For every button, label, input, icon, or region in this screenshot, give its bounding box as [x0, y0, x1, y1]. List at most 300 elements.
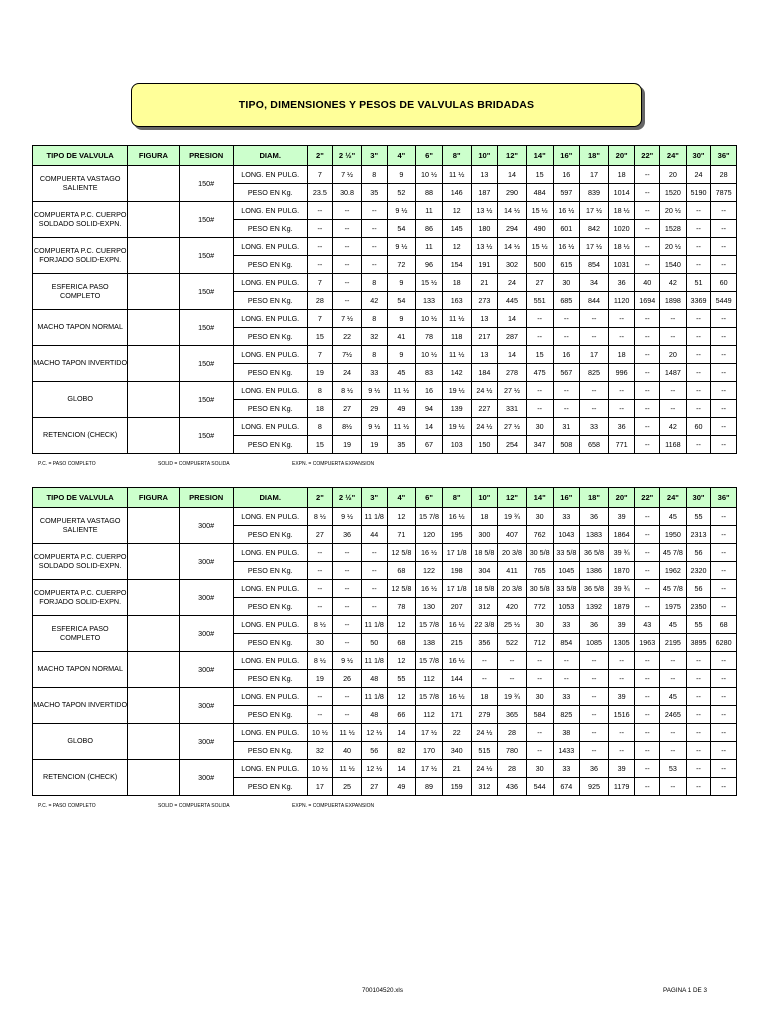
weight-value-cell: 133 [416, 292, 443, 310]
figure-cell [128, 418, 179, 454]
length-value-cell: 30 5/8 [526, 580, 553, 598]
weight-value-cell: 170 [416, 742, 443, 760]
valve-type-cell: MACHO TAPON NORMAL [33, 310, 128, 346]
table-row [33, 616, 737, 634]
weight-value-cell: 302 [498, 256, 527, 274]
valve-type-cell: GLOBO [33, 724, 128, 760]
weight-value-cell: -- [711, 436, 737, 454]
length-value-cell: 51 [686, 274, 711, 292]
weight-value-cell: 142 [442, 364, 471, 382]
length-value-cell: 24 [686, 166, 711, 184]
weight-value-cell: 130 [416, 598, 443, 616]
weight-value-cell: -- [635, 778, 660, 796]
weight-value-cell: 273 [471, 292, 498, 310]
length-value-cell: 12 [387, 652, 416, 670]
length-value-cell: -- [686, 382, 711, 400]
figure-cell [128, 616, 179, 652]
length-value-cell: 14 [387, 724, 416, 742]
length-value-cell: 45 7/8 [660, 544, 687, 562]
length-value-cell: -- [608, 724, 635, 742]
length-value-cell: 28 [498, 760, 527, 778]
weight-value-cell: 48 [361, 706, 387, 724]
length-value-cell: 12 [442, 202, 471, 220]
weight-value-cell: 5190 [686, 184, 711, 202]
weight-value-cell: -- [333, 562, 362, 580]
weight-value-cell: 138 [416, 634, 443, 652]
valve-table-300 [32, 487, 737, 796]
table-row [33, 544, 737, 562]
length-value-cell: -- [686, 688, 711, 706]
weight-value-cell: 29 [361, 400, 387, 418]
length-value-cell: 25 ½ [498, 616, 527, 634]
row-label-weight: PESO EN Kg. [233, 562, 307, 580]
weight-value-cell: 94 [416, 400, 443, 418]
weight-value-cell: 567 [553, 364, 580, 382]
weight-value-cell: 1870 [608, 562, 635, 580]
length-value-cell: 18 [442, 274, 471, 292]
length-value-cell: 9 [387, 310, 416, 328]
weight-value-cell: 551 [526, 292, 553, 310]
weight-value-cell: 500 [526, 256, 553, 274]
weight-value-cell: 340 [442, 742, 471, 760]
length-value-cell: 8½ [333, 418, 362, 436]
weight-value-cell: 1305 [608, 634, 635, 652]
weight-value-cell: 842 [580, 220, 609, 238]
table-header-row [33, 488, 737, 508]
weight-value-cell: -- [635, 256, 660, 274]
length-value-cell: 7 [307, 274, 333, 292]
weight-value-cell: 41 [387, 328, 416, 346]
length-value-cell: 16 [553, 166, 580, 184]
row-label-length: LONG. EN PULG. [233, 616, 307, 634]
length-value-cell: 16 ½ [442, 652, 471, 670]
length-value-cell: 36 [608, 274, 635, 292]
weight-value-cell: -- [333, 256, 362, 274]
length-value-cell: -- [307, 544, 333, 562]
weight-value-cell: 145 [442, 220, 471, 238]
length-value-cell: 11 [416, 202, 443, 220]
column-header: 2" [307, 146, 333, 166]
weight-value-cell: -- [526, 328, 553, 346]
length-value-cell: -- [526, 652, 553, 670]
length-value-cell: -- [660, 382, 687, 400]
pressure-cell: 300# [179, 724, 233, 760]
weight-value-cell: 615 [553, 256, 580, 274]
weight-value-cell: 50 [361, 634, 387, 652]
weight-value-cell: 762 [526, 526, 553, 544]
length-value-cell: -- [361, 580, 387, 598]
length-value-cell: 30 [526, 508, 553, 526]
weight-value-cell: 1053 [553, 598, 580, 616]
weight-value-cell: 1179 [608, 778, 635, 796]
weight-value-cell: 154 [442, 256, 471, 274]
weight-value-cell: 112 [416, 670, 443, 688]
row-label-weight: PESO EN Kg. [233, 400, 307, 418]
column-header: 24" [660, 488, 687, 508]
weight-value-cell: 584 [526, 706, 553, 724]
weight-value-cell: 2350 [686, 598, 711, 616]
length-value-cell: 16 ½ [553, 202, 580, 220]
weight-value-cell: 19 [307, 364, 333, 382]
legend-note-expn: EXPN. = COMPUERTA EXPANSION [292, 461, 375, 467]
weight-value-cell: 436 [498, 778, 527, 796]
weight-value-cell: 159 [442, 778, 471, 796]
row-label-weight: PESO EN Kg. [233, 598, 307, 616]
length-value-cell: 15 [526, 346, 553, 364]
length-value-cell: 18 ½ [608, 238, 635, 256]
weight-value-cell: -- [660, 400, 687, 418]
length-value-cell: 15 7/8 [416, 508, 443, 526]
length-value-cell: 9 [387, 346, 416, 364]
length-value-cell: 56 [686, 580, 711, 598]
weight-value-cell: 71 [387, 526, 416, 544]
length-value-cell: -- [471, 652, 498, 670]
pressure-cell: 150# [179, 310, 233, 346]
weight-value-cell: -- [660, 778, 687, 796]
length-value-cell: -- [307, 238, 333, 256]
length-value-cell: 53 [660, 760, 687, 778]
figure-cell [128, 760, 179, 796]
valve-type-cell: MACHO TAPON NORMAL [33, 652, 128, 688]
length-value-cell: 8 ½ [333, 382, 362, 400]
weight-value-cell: 407 [498, 526, 527, 544]
weight-value-cell: 1392 [580, 598, 609, 616]
weight-value-cell: 854 [580, 256, 609, 274]
weight-value-cell: 89 [416, 778, 443, 796]
weight-value-cell: 445 [498, 292, 527, 310]
weight-value-cell: 2465 [660, 706, 687, 724]
weight-value-cell: 2195 [660, 634, 687, 652]
length-value-cell: 7½ [333, 346, 362, 364]
weight-value-cell: 66 [387, 706, 416, 724]
row-label-length: LONG. EN PULG. [233, 202, 307, 220]
weight-value-cell: -- [307, 562, 333, 580]
weight-value-cell: -- [333, 706, 362, 724]
weight-value-cell: 674 [553, 778, 580, 796]
weight-value-cell: -- [471, 670, 498, 688]
weight-value-cell: 7875 [711, 184, 737, 202]
weight-value-cell: -- [686, 742, 711, 760]
length-value-cell: -- [711, 202, 737, 220]
weight-value-cell: -- [635, 598, 660, 616]
weight-value-cell: -- [361, 598, 387, 616]
weight-value-cell: 925 [580, 778, 609, 796]
length-value-cell: -- [686, 310, 711, 328]
valve-type-cell: COMPUERTA P.C. CUERPO FORJADO SOLID-EXPN. [33, 580, 128, 616]
length-value-cell: -- [635, 346, 660, 364]
length-value-cell: 19 ¾ [498, 688, 527, 706]
length-value-cell: 28 [711, 166, 737, 184]
column-header: 14" [526, 146, 553, 166]
length-value-cell: -- [635, 724, 660, 742]
weight-value-cell: 27 [361, 778, 387, 796]
weight-value-cell: 365 [498, 706, 527, 724]
footer-filename: 700104520.xls [362, 987, 403, 994]
pressure-cell: 150# [179, 202, 233, 238]
weight-value-cell: 1520 [660, 184, 687, 202]
weight-value-cell: 139 [442, 400, 471, 418]
weight-value-cell: -- [526, 670, 553, 688]
weight-value-cell: -- [711, 220, 737, 238]
valve-type-cell: GLOBO [33, 382, 128, 418]
weight-value-cell: 150 [471, 436, 498, 454]
length-value-cell: -- [307, 202, 333, 220]
weight-value-cell: 1386 [580, 562, 609, 580]
weight-value-cell: 1120 [608, 292, 635, 310]
length-value-cell: -- [526, 382, 553, 400]
weight-value-cell: -- [580, 400, 609, 418]
weight-value-cell: 23.5 [307, 184, 333, 202]
weight-value-cell: 1898 [660, 292, 687, 310]
length-value-cell: 17 1/8 [442, 580, 471, 598]
length-value-cell: -- [608, 652, 635, 670]
column-header: 10" [471, 146, 498, 166]
length-value-cell: -- [711, 652, 737, 670]
column-header: 16" [553, 146, 580, 166]
length-value-cell: 55 [686, 616, 711, 634]
weight-value-cell: 163 [442, 292, 471, 310]
weight-value-cell: 45 [387, 364, 416, 382]
length-value-cell: 8 [307, 382, 333, 400]
row-label-length: LONG. EN PULG. [233, 238, 307, 256]
length-value-cell: 33 [553, 616, 580, 634]
column-header: FIGURA [128, 146, 179, 166]
valve-type-cell: MACHO TAPON INVERTIDO [33, 688, 128, 724]
length-value-cell: 10 ½ [307, 760, 333, 778]
length-value-cell: 7 [307, 346, 333, 364]
length-value-cell: -- [686, 760, 711, 778]
weight-value-cell: 300 [471, 526, 498, 544]
length-value-cell: 45 [660, 688, 687, 706]
length-value-cell: 56 [686, 544, 711, 562]
weight-value-cell: 195 [442, 526, 471, 544]
weight-value-cell: 68 [387, 634, 416, 652]
length-value-cell: -- [333, 238, 362, 256]
weight-value-cell: 331 [498, 400, 527, 418]
length-value-cell: 13 [471, 346, 498, 364]
length-value-cell: -- [333, 580, 362, 598]
table-row [33, 346, 737, 364]
length-value-cell: 20 [660, 166, 687, 184]
column-header: 18" [580, 146, 609, 166]
weight-value-cell: 15 [307, 436, 333, 454]
row-label-weight: PESO EN Kg. [233, 778, 307, 796]
length-value-cell: 9 ½ [333, 508, 362, 526]
figure-cell [128, 238, 179, 274]
weight-value-cell: -- [526, 742, 553, 760]
pressure-cell: 300# [179, 544, 233, 580]
weight-value-cell: -- [686, 364, 711, 382]
column-header: DIAM. [233, 488, 307, 508]
length-value-cell: 16 ½ [416, 580, 443, 598]
figure-cell [128, 274, 179, 310]
weight-value-cell: -- [307, 598, 333, 616]
length-value-cell: 11 ½ [387, 418, 416, 436]
table-header-row [33, 146, 737, 166]
valve-type-cell: COMPUERTA VASTAGO SALIENTE [33, 508, 128, 544]
valve-type-cell: COMPUERTA VASTAGO SALIENTE [33, 166, 128, 202]
weight-value-cell: 32 [361, 328, 387, 346]
length-value-cell: 45 [660, 508, 687, 526]
weight-value-cell: -- [580, 328, 609, 346]
weight-value-cell: 825 [580, 364, 609, 382]
length-value-cell: 13 ½ [471, 238, 498, 256]
row-label-weight: PESO EN Kg. [233, 634, 307, 652]
weight-value-cell: -- [635, 670, 660, 688]
length-value-cell: 27 ½ [498, 418, 527, 436]
length-value-cell: 18 [608, 166, 635, 184]
column-header: 8" [442, 488, 471, 508]
length-value-cell: 11 ½ [442, 310, 471, 328]
figure-cell [128, 544, 179, 580]
length-value-cell: 21 [442, 760, 471, 778]
length-value-cell: 8 [361, 346, 387, 364]
weight-value-cell: -- [711, 364, 737, 382]
weight-value-cell: 356 [471, 634, 498, 652]
weight-value-cell: 180 [471, 220, 498, 238]
column-header: 2 ½" [333, 146, 362, 166]
length-value-cell: 20 3/8 [498, 544, 527, 562]
length-value-cell: 11 1/8 [361, 616, 387, 634]
length-value-cell: -- [526, 724, 553, 742]
column-header: 3" [361, 488, 387, 508]
weight-value-cell: 25 [333, 778, 362, 796]
weight-value-cell: -- [635, 328, 660, 346]
length-value-cell: 12 ½ [361, 760, 387, 778]
weight-value-cell: 18 [307, 400, 333, 418]
column-header: 14" [526, 488, 553, 508]
length-value-cell: 14 [416, 418, 443, 436]
weight-value-cell: 2320 [686, 562, 711, 580]
length-value-cell: 15 [526, 166, 553, 184]
weight-value-cell: -- [635, 526, 660, 544]
weight-value-cell: -- [711, 778, 737, 796]
length-value-cell: 20 ½ [660, 238, 687, 256]
weight-value-cell: 28 [307, 292, 333, 310]
length-value-cell: 28 [498, 724, 527, 742]
length-value-cell: -- [635, 238, 660, 256]
row-label-weight: PESO EN Kg. [233, 670, 307, 688]
column-header: 36" [711, 146, 737, 166]
length-value-cell: 22 [442, 724, 471, 742]
weight-value-cell: 304 [471, 562, 498, 580]
pressure-cell: 150# [179, 166, 233, 202]
weight-value-cell: 88 [416, 184, 443, 202]
pressure-cell: 300# [179, 616, 233, 652]
pressure-cell: 300# [179, 508, 233, 544]
weight-value-cell: -- [526, 400, 553, 418]
length-value-cell: -- [711, 688, 737, 706]
weight-value-cell: -- [660, 328, 687, 346]
weight-value-cell: -- [608, 670, 635, 688]
length-value-cell: -- [553, 652, 580, 670]
table-row [33, 274, 737, 292]
length-value-cell: 9 [387, 166, 416, 184]
length-value-cell: -- [498, 652, 527, 670]
weight-value-cell: 30.8 [333, 184, 362, 202]
weight-value-cell: 78 [416, 328, 443, 346]
weight-value-cell: 42 [361, 292, 387, 310]
weight-value-cell: 44 [361, 526, 387, 544]
legend-note-pc: P.C. = PASO COMPLETO [38, 461, 96, 467]
length-value-cell: 18 ½ [608, 202, 635, 220]
length-value-cell: 12 [387, 688, 416, 706]
weight-value-cell: 1694 [635, 292, 660, 310]
weight-value-cell: 35 [361, 184, 387, 202]
length-value-cell: 11 ½ [333, 724, 362, 742]
length-value-cell: 10 ½ [416, 346, 443, 364]
weight-value-cell: 772 [526, 598, 553, 616]
length-value-cell: 13 [471, 310, 498, 328]
table-row [33, 166, 737, 184]
length-value-cell: 39 [608, 688, 635, 706]
length-value-cell: 45 [660, 616, 687, 634]
valve-table-150 [32, 145, 737, 454]
weight-value-cell: 3369 [686, 292, 711, 310]
weight-value-cell: 112 [416, 706, 443, 724]
valve-type-cell: COMPUERTA P.C. CUERPO SOLDADO SOLID-EXPN. [33, 544, 128, 580]
length-value-cell: 11 ½ [387, 382, 416, 400]
weight-value-cell: 103 [442, 436, 471, 454]
length-value-cell: 30 [553, 274, 580, 292]
weight-value-cell: -- [580, 742, 609, 760]
length-value-cell: 10 ½ [416, 166, 443, 184]
weight-value-cell: 215 [442, 634, 471, 652]
length-value-cell: -- [635, 202, 660, 220]
weight-value-cell: 35 [387, 436, 416, 454]
weight-value-cell: 146 [442, 184, 471, 202]
valve-type-cell: ESFERICA PASO COMPLETO [33, 274, 128, 310]
column-header: 4" [387, 488, 416, 508]
length-value-cell: 30 5/8 [526, 544, 553, 562]
length-value-cell: 12 ½ [361, 724, 387, 742]
column-header: 2" [307, 488, 333, 508]
weight-value-cell: 19 [333, 436, 362, 454]
weight-value-cell: -- [711, 742, 737, 760]
length-value-cell: 27 ½ [498, 382, 527, 400]
pressure-cell: 300# [179, 688, 233, 724]
legend-note-solid: SOLID = COMPUERTA SOLIDA [158, 803, 230, 809]
length-value-cell: 40 [635, 274, 660, 292]
column-header: 12" [498, 146, 527, 166]
figure-cell [128, 580, 179, 616]
weight-value-cell: 254 [498, 436, 527, 454]
weight-value-cell: 2313 [686, 526, 711, 544]
weight-value-cell: 118 [442, 328, 471, 346]
weight-value-cell: 198 [442, 562, 471, 580]
row-label-length: LONG. EN PULG. [233, 382, 307, 400]
figure-cell [128, 166, 179, 202]
weight-value-cell: 1014 [608, 184, 635, 202]
length-value-cell: -- [635, 652, 660, 670]
length-value-cell: -- [635, 418, 660, 436]
length-value-cell: -- [361, 544, 387, 562]
figure-cell [128, 652, 179, 688]
length-value-cell: 16 [553, 346, 580, 364]
weight-value-cell: 54 [387, 220, 416, 238]
weight-value-cell: 1975 [660, 598, 687, 616]
weight-value-cell: 3895 [686, 634, 711, 652]
weight-value-cell: 544 [526, 778, 553, 796]
weight-value-cell: -- [711, 562, 737, 580]
length-value-cell: 9 ½ [361, 418, 387, 436]
figure-cell [128, 508, 179, 544]
length-value-cell: 21 [471, 274, 498, 292]
weight-value-cell: 312 [471, 598, 498, 616]
length-value-cell: 39 [608, 508, 635, 526]
row-label-weight: PESO EN Kg. [233, 220, 307, 238]
length-value-cell: 20 ½ [660, 202, 687, 220]
